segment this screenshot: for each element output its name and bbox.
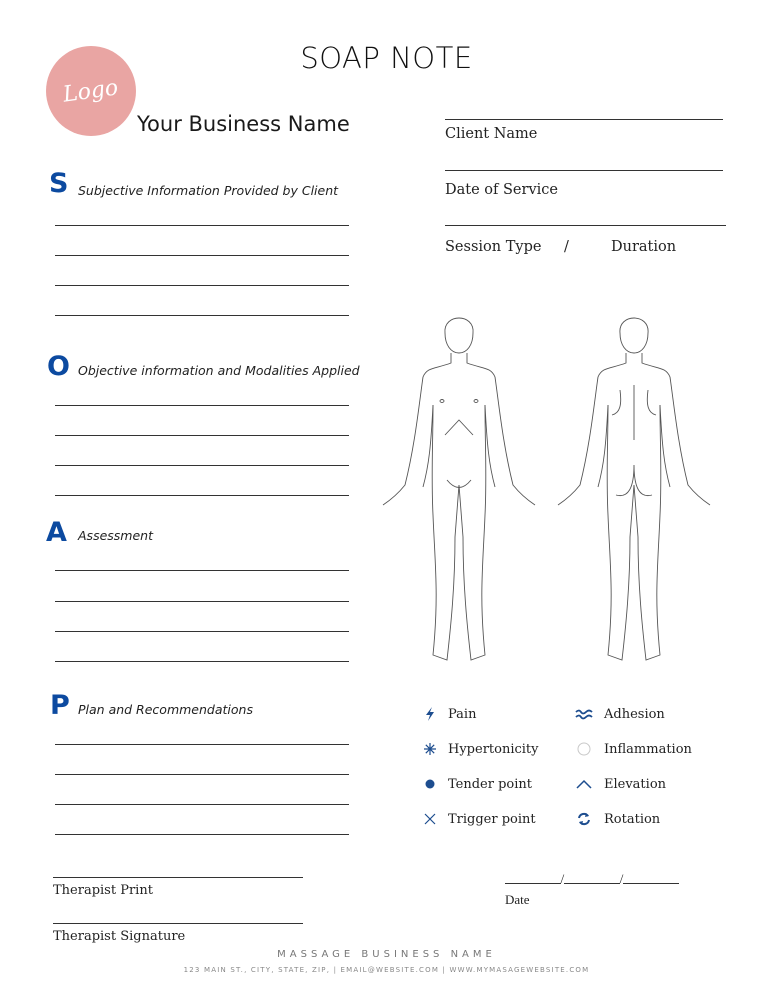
legend-item-hypertonicity — [422, 741, 574, 757]
date-month-line[interactable] — [505, 883, 561, 884]
legend-label: Pain — [448, 706, 477, 722]
legend-item-tender-point — [422, 776, 574, 792]
section-p-line-1[interactable] — [55, 744, 349, 745]
circle-outline-icon — [574, 741, 594, 757]
section-p-line-2[interactable] — [55, 774, 349, 775]
section-o-line-2[interactable] — [55, 435, 349, 436]
footer-business-name: MASSAGE BUSINESS NAME — [277, 949, 496, 960]
section-s-line-4[interactable] — [55, 315, 349, 316]
legend-item-elevation — [574, 776, 702, 792]
section-s-letter: S — [49, 168, 69, 199]
front-nipple-left — [440, 400, 444, 403]
lightning-bolt-icon — [422, 706, 438, 722]
front-ribs — [445, 420, 473, 435]
section-s-line-3[interactable] — [55, 285, 349, 286]
section-a-line-2[interactable] — [55, 601, 349, 602]
duration-label: Duration — [611, 239, 677, 255]
legend-item-rotation — [574, 811, 702, 827]
section-o-line-3[interactable] — [55, 465, 349, 466]
legend-label: Tender point — [448, 776, 532, 792]
date-day-line[interactable] — [564, 883, 620, 884]
section-p-label: Plan and Recommendations — [78, 702, 253, 717]
session-type-line[interactable] — [445, 225, 726, 226]
x-mark-icon — [422, 811, 438, 827]
legend — [422, 706, 702, 827]
legend-label: Adhesion — [604, 706, 665, 722]
date-label: Date — [505, 892, 530, 907]
front-head — [445, 318, 473, 353]
front-body-diagram[interactable] — [375, 305, 545, 670]
business-name: Your Business Name — [137, 112, 350, 136]
date-of-service-label: Date of Service — [445, 182, 558, 198]
section-o-line-1[interactable] — [55, 405, 349, 406]
caret-up-icon — [574, 776, 594, 792]
session-separator: / — [564, 239, 569, 255]
legend-label: Hypertonicity — [448, 741, 539, 757]
section-a-letter: A — [46, 517, 67, 548]
section-a-line-1[interactable] — [55, 570, 349, 571]
client-name-label: Client Name — [445, 126, 538, 142]
page-title: SOAP NOTE — [300, 41, 473, 75]
legend-item-trigger-point — [422, 811, 574, 827]
therapist-signature-label: Therapist Signature — [53, 929, 186, 944]
therapist-print-line[interactable] — [53, 877, 303, 878]
front-torso — [383, 353, 535, 505]
back-head — [620, 318, 648, 353]
section-o-label: Objective information and Modalities Applied — [78, 363, 360, 378]
footer-contact-line: 123 MAIN ST., CITY, STATE, ZIP, | EMAIL@WEBSITE.COM | WWW.MYMASAGEWEBSITE.COM — [183, 966, 590, 974]
front-inner-arm — [423, 405, 495, 487]
section-o-line-4[interactable] — [55, 495, 349, 496]
section-a-line-4[interactable] — [55, 661, 349, 662]
legend-label: Trigger point — [448, 811, 536, 827]
legend-item-inflammation — [574, 741, 702, 757]
back-body-diagram[interactable] — [550, 305, 720, 670]
wave-icon — [574, 706, 594, 722]
section-a-label: Assessment — [78, 528, 153, 543]
date-separator-2: / — [619, 871, 624, 886]
session-type-label: Session Type — [445, 239, 542, 255]
section-a-line-3[interactable] — [55, 631, 349, 632]
back-buttocks — [616, 465, 652, 496]
filled-dot-icon — [422, 776, 438, 792]
section-s-line-1[interactable] — [55, 225, 349, 226]
section-s-label: Subjective Information Provided by Client — [78, 183, 339, 198]
section-p-letter: P — [50, 690, 70, 721]
date-field[interactable] — [505, 871, 679, 886]
legend-label: Elevation — [604, 776, 667, 792]
section-o-letter: O — [47, 351, 70, 382]
legend-label: Inflammation — [604, 741, 692, 757]
legend-item-pain — [422, 706, 574, 722]
legend-label: Rotation — [604, 811, 661, 827]
date-separator-1: / — [560, 871, 565, 886]
logo-text: Logo — [61, 74, 121, 108]
front-legs — [432, 405, 486, 660]
client-name-line[interactable] — [445, 119, 723, 120]
front-nipple-right — [474, 400, 478, 403]
therapist-print-label: Therapist Print — [53, 883, 153, 898]
section-p-line-3[interactable] — [55, 804, 349, 805]
asterisk-icon — [422, 741, 438, 757]
legend-item-adhesion — [574, 706, 702, 722]
date-of-service-line[interactable] — [445, 170, 723, 171]
therapist-signature-line[interactable] — [53, 923, 303, 924]
rotation-arrows-icon — [574, 811, 594, 827]
section-p-line-4[interactable] — [55, 834, 349, 835]
section-s-line-2[interactable] — [55, 255, 349, 256]
date-year-line[interactable] — [623, 883, 679, 884]
back-legs — [607, 405, 661, 660]
